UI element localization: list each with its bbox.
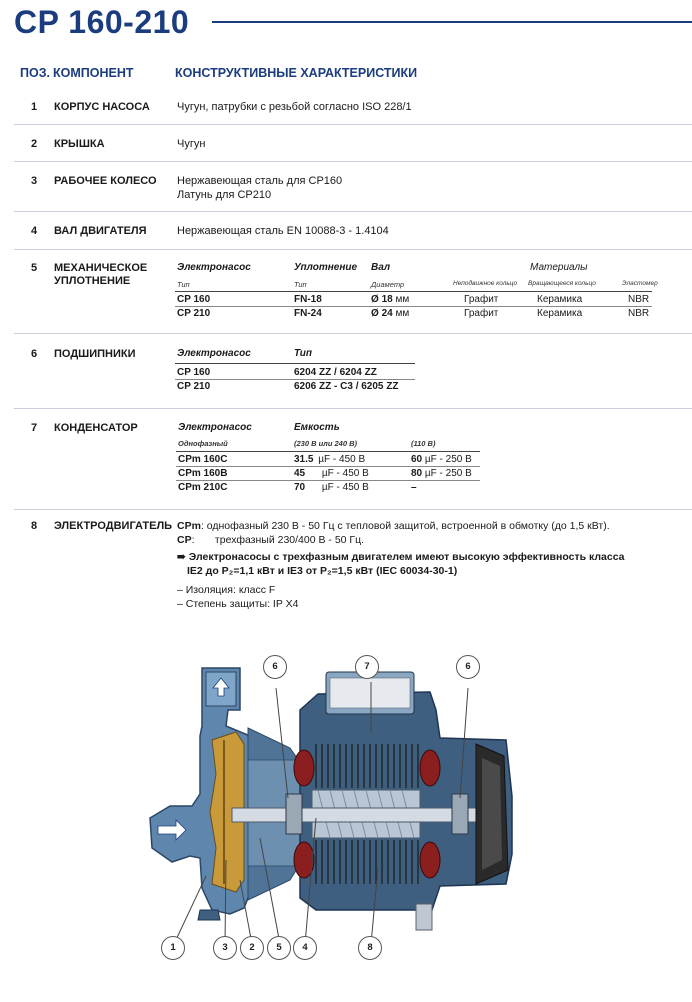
seal-subheader: Эластомер: [622, 280, 658, 287]
component-value: Нержавеющая сталь для CP160: [177, 175, 343, 187]
header-characteristics: КОНСТРУКТИВНЫЕ ХАРАКТЕРИСТИКИ: [175, 66, 418, 80]
component-value: Латунь для CP210: [177, 189, 272, 201]
page-title: CP 160-210: [14, 4, 190, 40]
callout-6-left: 6: [263, 655, 287, 679]
capacitor-pump: CPm 160B: [178, 468, 228, 479]
seal-subheader: Тип: [177, 280, 190, 289]
component-value: Чугун, патрубки с резьбой согласно ISO 228/1: [177, 101, 412, 113]
table-rule: [175, 363, 415, 364]
row-separator: [14, 249, 692, 250]
component-name: РАБОЧЕЕ КОЛЕСО: [54, 175, 157, 187]
motor-protection: – Степень защиты: IP X4: [177, 598, 299, 610]
capacitor-value-110: 60 µF - 250 В: [411, 454, 472, 465]
capacitor-subheader: Однофазный: [178, 439, 228, 448]
row-number: 8: [30, 520, 38, 532]
callout-7: 7: [355, 655, 379, 679]
row-number: 2: [30, 138, 38, 150]
row-number: 5: [30, 262, 38, 274]
callout-3: 3: [213, 936, 237, 960]
callout-2: 2: [240, 936, 264, 960]
capacitor-header-capacity: Емкость: [294, 422, 340, 433]
seal-header-shaft: Вал: [371, 262, 391, 273]
row-separator: [14, 408, 692, 409]
motor-insulation: – Изоляция: класс F: [177, 584, 276, 596]
callout-5: 5: [267, 936, 291, 960]
table-rule: [176, 451, 480, 452]
bearings-pump: CP 160: [177, 367, 211, 378]
table-rule: [176, 466, 480, 467]
component-value: Нержавеющая сталь EN 10088-3 - 1.4104: [177, 225, 389, 237]
component-name: КОНДЕНСАТОР: [54, 422, 138, 434]
motor-efficiency-note: ➠ Электронасосы с трехфазным двигателем имеют высокую эффективность класса: [177, 551, 625, 563]
row-separator: [14, 211, 692, 212]
capacitor-subheader: (110 В): [411, 439, 436, 448]
capacitor-value-230: 70 µF - 450 В: [294, 482, 369, 493]
seal-header-materials: Материалы: [530, 262, 588, 273]
component-name: УПЛОТНЕНИЕ: [54, 275, 131, 287]
row-separator: [14, 161, 692, 162]
arrow-icon: ➠: [177, 551, 186, 563]
callout-4: 4: [293, 936, 317, 960]
row-separator: [14, 333, 692, 334]
callout-1: 1: [161, 936, 185, 960]
seal-elastomer: NBR: [628, 308, 650, 319]
capacitor-subheader: (230 В или 240 В): [294, 439, 358, 448]
seal-header-pump: Электронасос: [177, 262, 251, 273]
row-number: 7: [30, 422, 38, 434]
seal-subheader: Неподвижное кольцо: [453, 280, 518, 287]
component-name: МЕХАНИЧЕСКОЕ: [54, 262, 148, 274]
callout-8: 8: [358, 936, 382, 960]
component-name: ЭЛЕКТРОДВИГАТЕЛЬ: [54, 520, 173, 532]
motor-cp-line: CP: трехфазный 230/400 В - 50 Гц.: [177, 534, 365, 546]
seal-type: FN-18: [294, 294, 322, 305]
row-separator: [14, 509, 692, 510]
bearings-pump: CP 210: [177, 381, 211, 392]
pump-cutaway-diagram: [140, 648, 530, 968]
capacitor-value-230: 45 µF - 450 В: [294, 468, 369, 479]
seal-rotating-ring: Керамика: [537, 294, 583, 305]
row-number: 1: [30, 101, 38, 113]
component-name: КОРПУС НАСОСА: [54, 101, 150, 113]
bearings-type: 6204 ZZ / 6204 ZZ: [294, 367, 377, 378]
capacitor-value-230: 31.5 µF - 450 В: [294, 454, 366, 465]
seal-rotating-ring: Керамика: [537, 308, 583, 319]
callout-6-right: 6: [456, 655, 480, 679]
table-rule: [175, 306, 652, 307]
capacitor-pump: CPm 160C: [178, 454, 228, 465]
seal-subheader: Тип: [294, 280, 307, 289]
seal-pump: CP 160: [177, 294, 211, 305]
seal-fixed-ring: Графит: [464, 308, 499, 319]
seal-header-seal: Уплотнение: [294, 262, 358, 273]
title-rule: [212, 21, 692, 23]
row-number: 6: [30, 348, 38, 360]
seal-subheader: Вращающееся кольцо: [528, 280, 596, 287]
motor-cpm-line: CPm: однофазный 230 В - 50 Гц с тепловой защитой, встроенной в обмотку (до 1,5 кВт).: [177, 520, 610, 532]
header-pos: ПОЗ.: [20, 66, 51, 80]
table-rule: [175, 379, 415, 380]
bearings-header-type: Тип: [294, 348, 312, 359]
capacitor-header-pump: Электронасос: [178, 422, 252, 433]
seal-subheader: Диаметр: [371, 280, 405, 289]
row-number: 3: [30, 175, 38, 187]
component-value: Чугун: [177, 138, 206, 150]
bearings-header-pump: Электронасос: [177, 348, 251, 359]
seal-diameter: Ø 18 мм: [371, 294, 410, 305]
seal-diameter: Ø 24 мм: [371, 308, 410, 319]
capacitor-pump: CPm 210C: [178, 482, 228, 493]
row-number: 4: [30, 225, 38, 237]
seal-fixed-ring: Графит: [464, 294, 499, 305]
component-name: КРЫШКА: [54, 138, 105, 150]
seal-pump: CP 210: [177, 308, 211, 319]
capacitor-value-110: 80 µF - 250 В: [411, 468, 472, 479]
component-name: ПОДШИПНИКИ: [54, 348, 136, 360]
table-rule: [175, 291, 652, 292]
table-rule: [176, 480, 480, 481]
seal-type: FN-24: [294, 308, 322, 319]
row-separator: [14, 124, 692, 125]
component-name: ВАЛ ДВИГАТЕЛЯ: [54, 225, 147, 237]
seal-elastomer: NBR: [628, 294, 650, 305]
bearings-type: 6206 ZZ - C3 / 6205 ZZ: [294, 381, 399, 392]
header-component: КОМПОНЕНТ: [53, 66, 134, 80]
motor-efficiency-note-2: IE2 до P₂=1,1 кВт и IE3 от P₂=1,5 кВт (IEC 60034-30-1): [187, 565, 458, 577]
capacitor-value-110: –: [411, 482, 417, 493]
